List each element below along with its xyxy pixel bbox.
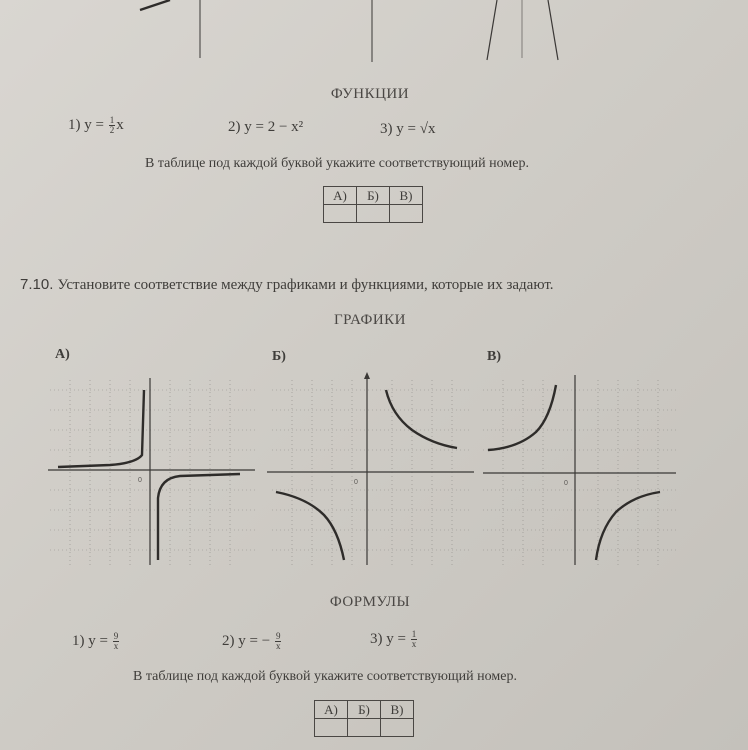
formula-1: 1) y = $\frac{9}{x}$: [72, 631, 119, 651]
fraction: $\frac{9}{x}$: [275, 631, 281, 651]
answer-table-2: [314, 700, 414, 737]
task-title: [20, 276, 554, 294]
y-axis-arrow: [364, 372, 370, 379]
table-header: А): [324, 187, 357, 205]
formulas-heading: ФОРМУЛЫ: [329, 594, 411, 610]
graph-a: [40, 370, 265, 570]
formula-3: 3) y = $\frac{1}{x}$: [370, 629, 417, 649]
graph-label-a: А): [55, 347, 70, 362]
origin-label: 0: [354, 479, 358, 486]
fraction: $\frac{1}{2}$: [109, 115, 115, 135]
graph-label-b: Б): [272, 349, 286, 364]
graph-v: [478, 370, 688, 570]
grid: [50, 380, 255, 565]
table-header: Б): [348, 701, 381, 719]
table-header: А): [315, 701, 348, 719]
curve-v-upper: [488, 385, 556, 450]
origin-label: 0: [564, 480, 568, 487]
task-text: Установите соответствие между графиками и функциями, которые их задают.: [57, 277, 554, 293]
function-1: 1) y = $\frac{1}{2}$ x: [68, 115, 124, 135]
curve-a-left: [58, 390, 144, 467]
graph-b: [262, 370, 482, 570]
table-header: В): [390, 187, 423, 205]
functions-heading: ФУНКЦИИ: [330, 86, 410, 102]
answer-cell[interactable]: [390, 205, 423, 223]
answer-cell[interactable]: [324, 205, 357, 223]
table-header: Б): [357, 187, 390, 205]
answer-cell[interactable]: [315, 719, 348, 737]
instruction-2: В таблице под каждой буквой укажите соответствующий номер.: [133, 669, 517, 684]
answer-cell[interactable]: [357, 205, 390, 223]
origin-label: 0: [138, 477, 142, 484]
function-3: 3) y = √x: [380, 121, 436, 137]
fraction: $\frac{9}{x}$: [113, 631, 119, 651]
curve-b-upper: [386, 390, 457, 448]
formula-2: 2) y = − $\frac{9}{x}$: [222, 631, 281, 651]
curve-b-lower: [276, 492, 344, 560]
graph-label-v: В): [487, 349, 501, 364]
top-partial-graphs: [0, 0, 748, 70]
function-2: 2) y = 2 − x²: [228, 119, 304, 135]
fraction: $\frac{1}{x}$: [411, 629, 417, 649]
answer-cell[interactable]: [348, 719, 381, 737]
instruction-1: В таблице под каждой буквой укажите соответствующий номер.: [145, 156, 529, 171]
answer-table-1: [323, 186, 423, 223]
table-header: В): [381, 701, 414, 719]
task-number: 7.10.: [20, 276, 54, 293]
answer-cell[interactable]: [381, 719, 414, 737]
graphs-heading: ГРАФИКИ: [333, 312, 406, 328]
